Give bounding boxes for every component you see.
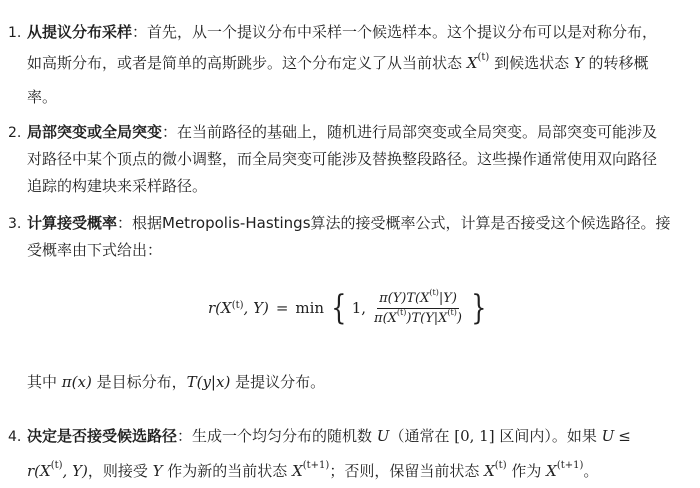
formula-left-brace: {: [331, 288, 347, 328]
item-title: 决定是否接受候选路径: [27, 427, 178, 445]
item-text: （通常在: [389, 427, 455, 445]
item-title: 局部突变或全局突变: [27, 123, 163, 141]
list-number: 1.: [8, 25, 22, 41]
list-item-2-line-2: [27, 149, 657, 169]
math-var: Y: [152, 462, 163, 480]
formula-equals: =: [275, 299, 289, 317]
math-superscript: (t): [494, 460, 507, 471]
math-superscript: (t): [50, 460, 63, 471]
item-text: ：在当前路径的基础上，随机进行局部突变或全局突变。局部突变可能涉及: [162, 123, 658, 141]
math-var: U: [376, 427, 390, 445]
list-item-1-line-3: [27, 87, 57, 107]
list-number: 2.: [8, 125, 22, 141]
formula-min: min: [295, 299, 325, 317]
item-text: 。: [583, 462, 599, 480]
item-title: 计算接受概率: [27, 214, 118, 232]
item-text: 追踪的构建块来采样路径。: [27, 177, 208, 195]
list-item-2-line-1: [27, 122, 657, 142]
item-text: ：生成一个均匀分布的随机数: [177, 427, 377, 445]
list-item-3-line-2: [27, 240, 162, 260]
item-text: ：首先，从一个提议分布中采样一个候选样本。这个提议分布可以是对称分布，: [132, 23, 658, 41]
list-item-3-line-1: [27, 213, 671, 233]
list-number: 3.: [8, 216, 22, 232]
math-var: U: [601, 427, 615, 445]
item-text: 是目标分布，: [91, 373, 187, 391]
formula-fraction: [372, 288, 464, 326]
item-text: 到候选状态: [489, 54, 574, 72]
item-text: 率。: [27, 88, 58, 106]
list-item-4-line-1: [27, 426, 631, 446]
formula-denominator: $\pi(X^{(t)})T(Y|X^{(t)})$: [374, 308, 462, 326]
formula-lhs-end: , Y): [243, 299, 269, 317]
list-item-2-line-3: [27, 176, 207, 196]
item-text: 受概率由下式给出：: [27, 241, 163, 259]
item-text: 如高斯分布，或者是简单的高斯跳步。这个分布定义了从当前状态: [27, 54, 467, 72]
item-text: ；否则，保留当前状态: [329, 462, 485, 480]
math-var: X: [546, 462, 557, 480]
item-text: 区间内）。如果: [494, 427, 602, 445]
item-text: 的转移概: [583, 54, 649, 72]
list-item-4-line-2: [27, 461, 598, 481]
item-text: ：根据Metropolis-Hastings算法的接受概率公式，计算是否接受这个候选路径。接: [117, 214, 671, 232]
math-superscript: (t+1): [302, 460, 330, 471]
math-var: X: [466, 54, 478, 72]
math-superscript: (t): [477, 52, 490, 63]
item-title: 从提议分布采样: [27, 23, 133, 41]
list-number: 4.: [8, 429, 22, 445]
item-text: 作为新的当前状态: [162, 462, 293, 480]
item-text: 其中: [27, 373, 62, 391]
math-var: Y: [573, 54, 584, 72]
math-expression: r(X: [27, 462, 51, 480]
item-text: 是提议分布。: [230, 373, 326, 391]
formula-numerator: $\pi(Y)T(X^{(t)}|Y)$: [377, 291, 459, 309]
math-var: X: [484, 462, 495, 480]
math-var: X: [292, 462, 303, 480]
formula-one: 1,: [351, 299, 367, 317]
math-interval: [0, 1]: [454, 427, 495, 445]
math-leq: ≤: [618, 427, 631, 445]
formula-lhs: r(X: [208, 299, 232, 317]
item-text: 作为: [506, 462, 547, 480]
math-superscript: (t+1): [556, 460, 584, 471]
list-item-1-line-2: [27, 53, 649, 73]
math-expression: T(y|x): [186, 373, 231, 391]
formula-right-brace: }: [471, 288, 487, 328]
acceptance-probability-formula: r(X $^{(t)}$ , Y) = min { 1, $\frac{\pi(Y)T(X^{(t)}|Y)}{\pi(X^{(t)})T(Y|X^{(t)})}$ }: [208, 288, 487, 328]
item-text: ，则接受: [87, 462, 153, 480]
math-expression: , Y): [62, 462, 88, 480]
list-item-1-line-1: [27, 22, 657, 42]
math-expression: π(x): [61, 373, 92, 391]
list-item-3-after-formula: [27, 372, 325, 392]
item-text: 对路径中某个顶点的微小调整，而全局突变可能涉及替换整段路径。这些操作通常使用双向路径: [27, 150, 658, 168]
